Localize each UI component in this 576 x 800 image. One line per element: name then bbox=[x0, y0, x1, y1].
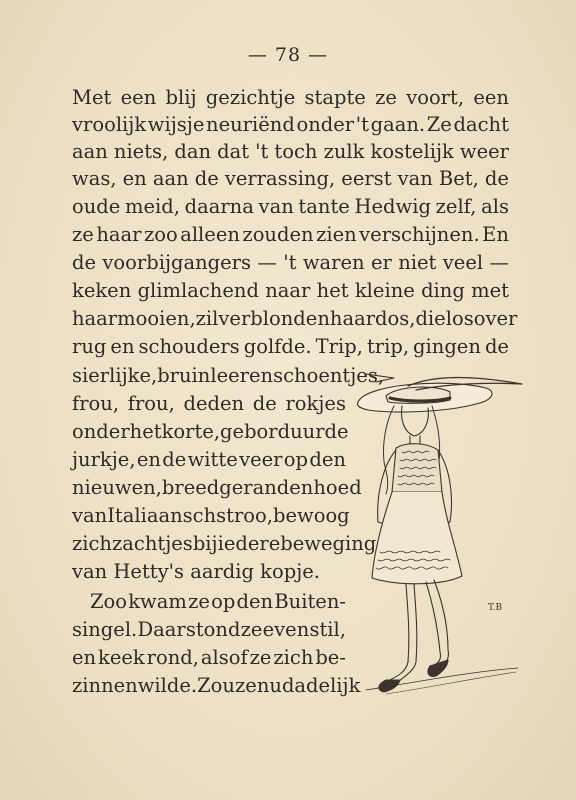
text-line: aan niets, dan dat 't toch zulk kostelijk weer bbox=[72, 140, 509, 163]
text-line: nieuwen, breedgeranden hoed bbox=[72, 476, 362, 499]
text-line: oude meid, daarna van tante Hedwig zelf, als bbox=[72, 195, 509, 218]
text-line: van Italiaansch stroo, bewoog bbox=[72, 504, 350, 527]
text-line: sierlijke, bruinleeren schoentjes, bbox=[72, 364, 385, 387]
text-line: van Hetty's aardig kopje. bbox=[72, 560, 320, 583]
page-number: — 78 — bbox=[247, 44, 329, 66]
text-line: en keek rond, alsof ze zich be- bbox=[72, 646, 346, 669]
girl-in-hat-illustration bbox=[346, 372, 524, 700]
artist-signature: T.B bbox=[488, 603, 503, 613]
text-line: zinnen wilde. Zou ze nu dadelijk bbox=[72, 674, 361, 697]
text-line: Zoo kwam ze op den Buiten- bbox=[90, 590, 346, 613]
text-line: rug en schouders golfde. Trip, trip, gingen de bbox=[72, 335, 509, 358]
text-line: singel. Daar stond ze even stil, bbox=[72, 618, 346, 641]
text-line: was, en aan de verrassing, eerst van Bet, de bbox=[72, 167, 509, 190]
text-line: onder het korte, geborduurde bbox=[72, 420, 349, 443]
text-line: frou, frou, deden de rokjes bbox=[72, 392, 346, 415]
text-line: jurkje, en de witte veer op den bbox=[72, 448, 346, 471]
text-line: zich zachtjes bij iedere beweging bbox=[72, 532, 377, 555]
text-line: de voorbijgangers — 't waren er niet veel — bbox=[72, 251, 509, 274]
text-line: haar mooien, zilverblonden haardos, die los over bbox=[72, 307, 518, 330]
text-line: vroolijk wijsje neuriënd onder 't gaan. Ze dacht bbox=[72, 113, 509, 136]
text-line: ze haar zoo alleen zouden zien verschijnen. En bbox=[72, 223, 509, 246]
text-line: keken glimlachend naar het kleine ding met bbox=[72, 279, 509, 302]
text-line: Met een blij gezichtje stapte ze voort, een bbox=[72, 86, 509, 109]
